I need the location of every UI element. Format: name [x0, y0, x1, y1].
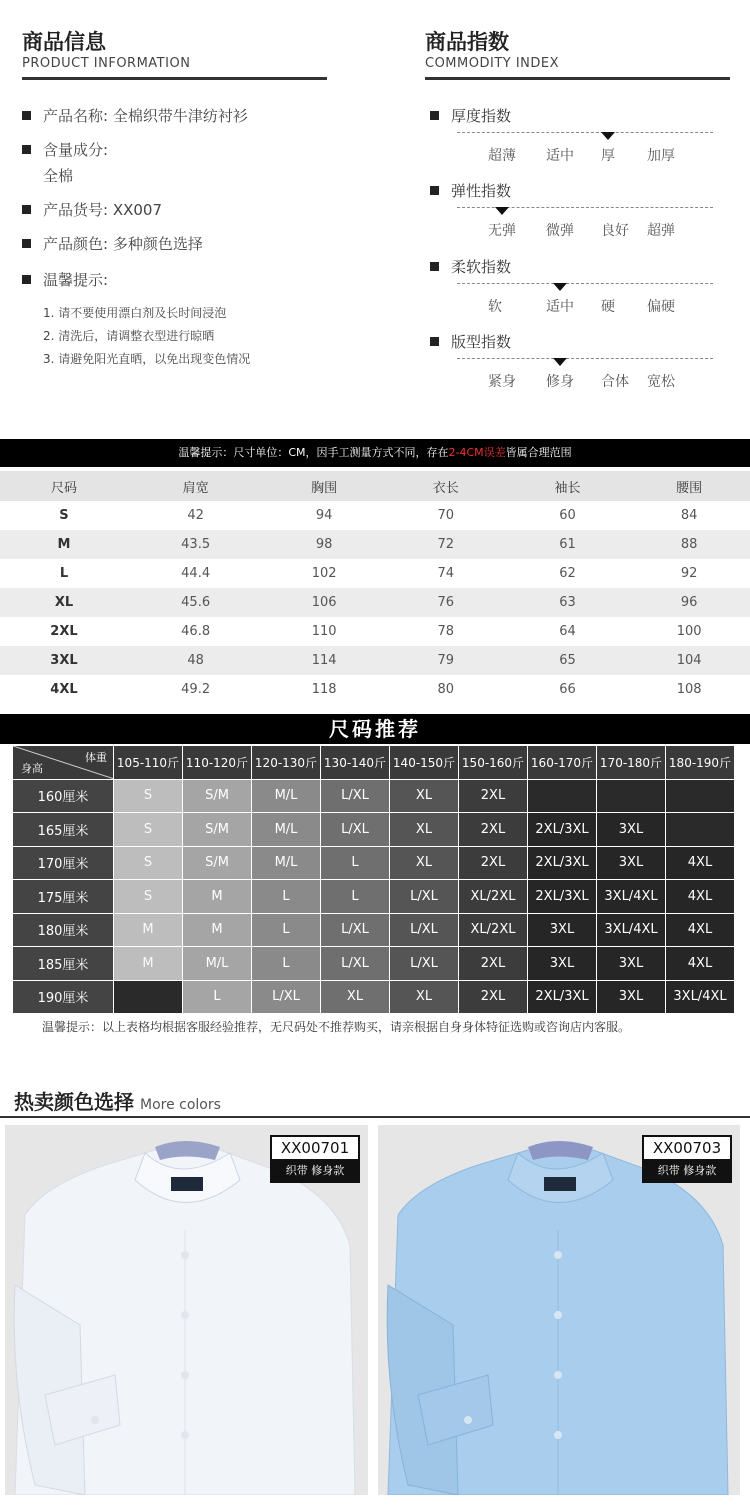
weight-header-cell: 105-110斤 [114, 746, 182, 779]
size-table-cell: 84 [680, 508, 698, 523]
recommend-cell: XL/2XL [459, 880, 527, 913]
recommend-cell: 2XL/3XL [528, 813, 596, 846]
index-option: 紧身 [488, 374, 516, 390]
info-item-color [22, 233, 203, 254]
recommend-cell: 3XL [597, 981, 665, 1014]
recommend-cell: XL [390, 847, 458, 880]
recommend-cell: M [183, 914, 251, 947]
size-table-header-cell: 尺码 [0, 471, 128, 501]
size-table-cell: 72 [385, 530, 507, 559]
product-code: XX00703 [644, 1137, 730, 1161]
recommend-cell: XL [390, 981, 458, 1014]
bullet-icon [22, 111, 31, 120]
recommend-cell: S/M [183, 780, 251, 813]
height-header-cell: 170厘米 [13, 847, 113, 880]
table-row [0, 617, 750, 646]
size-table-header-cell: 肩宽 [128, 471, 263, 501]
size-table-cell: 3XL [0, 646, 128, 675]
index-title [430, 256, 511, 277]
info-item-label: 产品名称: 全棉织带牛津纺衬衫 [43, 107, 248, 125]
recommend-cell: M [114, 947, 182, 980]
recommend-cell: S/M [183, 813, 251, 846]
recommend-cell: M/L [252, 780, 320, 813]
recommend-cell: XL [390, 780, 458, 813]
product-tag [270, 1135, 360, 1183]
size-table-cell: 4XL [50, 682, 78, 697]
size-measure-table [0, 471, 750, 704]
info-item-label: 含量成分: [43, 141, 109, 159]
care-tip: 2. 清洗后，请调整衣型进行晾晒 [43, 329, 215, 343]
table-row [0, 646, 750, 675]
recommend-cell: 4XL [666, 947, 734, 980]
index-option: 软 [488, 299, 502, 315]
recommend-cell: L [252, 880, 320, 913]
recommend-note: 温馨提示：以上表格均根据客服经验推荐，无尺码处不推荐购买，请亲根据自身身体特征选购或咨询店内客服。 [42, 1020, 631, 1034]
index-name: 版型指数 [451, 333, 512, 351]
bullet-icon [430, 337, 439, 346]
commodity-index-rule [425, 77, 730, 80]
hot-colors-subtitle: More colors [140, 1097, 221, 1113]
recommend-cell: M [183, 880, 251, 913]
size-table-cell: 45.6 [128, 588, 263, 617]
info-item-material [22, 139, 108, 160]
index-option: 超薄 [488, 148, 516, 164]
recommend-cell: 3XL/4XL [666, 981, 734, 1014]
index-name: 厚度指数 [451, 107, 512, 125]
size-table-cell: 79 [385, 646, 507, 675]
recommend-cell [666, 780, 734, 813]
size-table-cell: 98 [263, 530, 385, 559]
size-table-cell: 92 [680, 566, 698, 581]
recommend-cell: XL/2XL [459, 914, 527, 947]
weight-header-cell: 140-150斤 [390, 746, 458, 779]
index-title [430, 331, 511, 352]
recommend-cell: L/XL [321, 813, 389, 846]
weight-header-cell: 130-140斤 [321, 746, 389, 779]
index-option: 加厚 [647, 148, 675, 164]
size-notice-text: 温馨提示：尺寸单位：CM，因手工测量方式不同，存在 [178, 446, 449, 459]
table-row [0, 588, 750, 617]
hot-colors-header [14, 1086, 221, 1115]
size-table-cell: 114 [263, 646, 385, 675]
table-row [0, 675, 750, 704]
recommend-cell: L [252, 947, 320, 980]
size-notice-bar [0, 439, 750, 467]
size-recommend-title: 尺码推荐 [0, 714, 750, 744]
size-table-cell: 88 [628, 530, 750, 559]
recommend-cell: 3XL [597, 813, 665, 846]
recommend-cell: M [114, 914, 182, 947]
recommend-cell: L/XL [321, 947, 389, 980]
index-option: 无弹 [488, 223, 516, 239]
index-option: 合体 [601, 374, 629, 390]
size-table-cell: 78 [437, 624, 455, 639]
grid-corner [13, 746, 113, 779]
recommend-cell: S [114, 880, 182, 913]
color-card-blue[interactable] [378, 1125, 740, 1495]
height-header-cell: 160厘米 [13, 780, 113, 813]
size-table-cell: 42 [187, 508, 204, 523]
index-option: 宽松 [647, 374, 675, 390]
recommend-cell: 3XL [597, 947, 665, 980]
index-scale-line [457, 358, 713, 359]
size-table-cell: 62 [559, 566, 576, 581]
size-table-cell: 63 [507, 588, 629, 617]
size-table-cell: 96 [628, 588, 750, 617]
index-option: 适中 [546, 299, 574, 315]
info-item-name [22, 105, 248, 126]
size-table-cell: 43.5 [128, 530, 263, 559]
size-table-header [0, 471, 750, 501]
info-item-label: 产品货号: XX007 [43, 201, 163, 219]
recommend-cell: 4XL [666, 847, 734, 880]
size-table-header-cell: 胸围 [263, 471, 385, 501]
info-item-label: 产品颜色: 多种颜色选择 [43, 235, 203, 253]
recommend-cell: 3XL [528, 914, 596, 947]
bullet-icon [430, 262, 439, 271]
product-style: 织带 修身款 [644, 1161, 730, 1181]
recommend-cell: 2XL/3XL [528, 981, 596, 1014]
size-notice-suffix: 皆属合理范围 [505, 446, 572, 459]
size-table-cell: 49.2 [181, 682, 211, 697]
bullet-icon [22, 145, 31, 154]
recommend-cell: 2XL/3XL [528, 847, 596, 880]
recommend-cell: S [114, 813, 182, 846]
product-info-title: 商品信息 [22, 30, 106, 54]
product-info-subtitle: PRODUCT INFORMATION [22, 56, 191, 71]
bullet-icon [22, 205, 31, 214]
recommend-cell: XL [390, 813, 458, 846]
recommend-cell: L [321, 880, 389, 913]
index-option: 硬 [601, 299, 615, 315]
recommend-cell: S [114, 847, 182, 880]
size-table-cell: 74 [437, 566, 455, 581]
table-row [0, 501, 750, 530]
bullet-icon [22, 239, 31, 248]
commodity-index-subtitle: COMMODITY INDEX [425, 56, 560, 71]
recommend-cell: 3XL [528, 947, 596, 980]
recommend-cell [666, 813, 734, 846]
recommend-cell: L [183, 981, 251, 1014]
table-row [0, 559, 750, 588]
recommend-cell: 2XL [459, 981, 527, 1014]
height-header-cell: 180厘米 [13, 914, 113, 947]
product-code: XX00701 [272, 1137, 358, 1161]
size-table-cell: 108 [676, 682, 702, 697]
size-table-cell: L [59, 566, 69, 581]
height-header-cell: 175厘米 [13, 880, 113, 913]
size-table-cell: 66 [559, 682, 576, 697]
recommend-cell: S/M [183, 847, 251, 880]
recommend-cell: 3XL [597, 847, 665, 880]
size-table-header-cell: 腰围 [628, 471, 750, 501]
index-option: 适中 [546, 148, 574, 164]
weight-header-cell: 110-120斤 [183, 746, 251, 779]
size-notice-highlight: 2-4CM误差 [448, 446, 506, 459]
commodity-index-title: 商品指数 [425, 30, 509, 54]
size-table-cell: 100 [676, 624, 702, 639]
recommend-cell: L/XL [321, 780, 389, 813]
recommend-cell: L/XL [390, 880, 458, 913]
recommend-cell: 4XL [666, 914, 734, 947]
recommend-cell [528, 780, 596, 813]
index-marker-icon [601, 132, 615, 140]
index-option: 偏硬 [647, 299, 675, 315]
recommend-cell [597, 780, 665, 813]
recommend-cell: S [114, 780, 182, 813]
index-option: 良好 [601, 223, 629, 239]
size-table-header-cell: 衣长 [385, 471, 507, 501]
index-scale-line [457, 283, 713, 284]
size-table-cell: 65 [507, 646, 629, 675]
recommend-cell: 2XL [459, 813, 527, 846]
size-table-cell: 80 [437, 682, 455, 697]
index-scale-line [457, 132, 713, 133]
height-header-cell: 165厘米 [13, 813, 113, 846]
bullet-icon [22, 275, 31, 284]
recommend-cell: L/XL [390, 947, 458, 980]
size-table-cell: 110 [311, 624, 337, 639]
index-marker-icon [553, 358, 567, 366]
info-item-code [22, 199, 162, 220]
recommend-cell: M/L [252, 813, 320, 846]
size-table-cell: 102 [311, 566, 337, 581]
index-option: 修身 [546, 374, 574, 390]
recommend-cell: 2XL [459, 947, 527, 980]
hot-colors-rule [0, 1116, 750, 1118]
size-table-cell: 118 [311, 682, 337, 697]
size-table-cell: M [0, 530, 128, 559]
index-option: 微弹 [546, 223, 574, 239]
recommend-cell: M/L [183, 947, 251, 980]
recommend-cell: L/XL [321, 914, 389, 947]
index-name: 弹性指数 [451, 182, 512, 200]
size-table-cell: 70 [437, 508, 455, 523]
size-table-cell: 76 [385, 588, 507, 617]
size-table-cell: 106 [263, 588, 385, 617]
index-title [430, 180, 511, 201]
care-tip: 3. 请避免阳光直晒，以免出现变色情况 [43, 352, 251, 366]
index-title [430, 105, 511, 126]
recommend-cell: L/XL [390, 914, 458, 947]
weight-header-cell: 150-160斤 [459, 746, 527, 779]
weight-header-cell: 170-180斤 [597, 746, 665, 779]
recommend-cell [114, 981, 182, 1014]
weight-header-cell: 160-170斤 [528, 746, 596, 779]
recommend-cell: L/XL [252, 981, 320, 1014]
size-table-cell: 94 [315, 508, 333, 523]
recommend-cell: 2XL [459, 847, 527, 880]
hot-colors-title: 热卖颜色选择 [14, 1090, 134, 1114]
info-item-material-value: 全棉 [43, 167, 74, 185]
info-item-label: 温馨提示: [43, 271, 109, 289]
product-style: 织带 修身款 [272, 1161, 358, 1181]
height-header-cell: 185厘米 [13, 947, 113, 980]
recommend-cell: L [321, 847, 389, 880]
size-table-header-cell: 袖长 [507, 471, 629, 501]
recommend-cell: L [252, 914, 320, 947]
recommend-cell: M/L [252, 847, 320, 880]
index-name: 柔软指数 [451, 258, 512, 276]
size-table-cell: 2XL [50, 624, 78, 639]
size-recommend-grid [13, 746, 734, 1013]
recommend-cell: 4XL [666, 880, 734, 913]
product-info-rule [22, 77, 327, 80]
index-option: 厚 [601, 148, 615, 164]
info-item-tips [22, 269, 108, 290]
index-marker-icon [553, 283, 567, 291]
weight-header-cell: 180-190斤 [666, 746, 734, 779]
size-table-cell: 44.4 [181, 566, 211, 581]
care-tip: 1. 请不要使用漂白剂及长时间浸泡 [43, 306, 227, 320]
size-table-cell: 46.8 [181, 624, 211, 639]
size-table-cell: 61 [507, 530, 629, 559]
corner-weight-label: 体重 [85, 751, 107, 764]
corner-height-label: 身高 [21, 761, 43, 775]
index-option: 超弹 [647, 223, 675, 239]
size-table-cell: S [59, 508, 69, 523]
weight-header-cell: 120-130斤 [252, 746, 320, 779]
size-table-cell: XL [0, 588, 128, 617]
size-table-cell: 48 [128, 646, 263, 675]
bullet-icon [430, 186, 439, 195]
height-header-cell: 190厘米 [13, 981, 113, 1014]
size-table-cell: 60 [559, 508, 576, 523]
index-marker-icon [495, 207, 509, 215]
size-table-cell: 64 [559, 624, 576, 639]
size-table-cell: 104 [628, 646, 750, 675]
recommend-cell: XL [321, 981, 389, 1014]
color-card-white[interactable] [5, 1125, 368, 1495]
recommend-cell: 3XL/4XL [597, 880, 665, 913]
product-tag [642, 1135, 732, 1183]
recommend-cell: 2XL [459, 780, 527, 813]
recommend-cell: 3XL/4XL [597, 914, 665, 947]
recommend-cell: 2XL/3XL [528, 880, 596, 913]
table-row [0, 530, 750, 559]
bullet-icon [430, 111, 439, 120]
